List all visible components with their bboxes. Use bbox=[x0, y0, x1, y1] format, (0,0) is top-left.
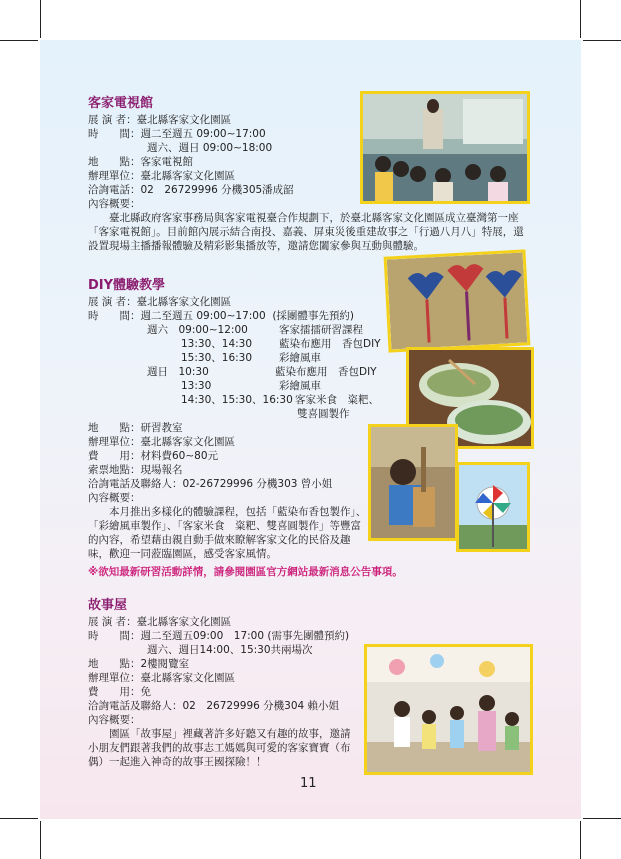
diy-fee: 費 用：材料費60∼80元 bbox=[88, 450, 219, 462]
diy-sched-3a: 15:30、16:30 bbox=[181, 352, 253, 364]
tv-summary-label: 內容概要： bbox=[88, 198, 141, 210]
diy-time: 時 間：週二至週五 09:00∼17:00 (採團體事先預約) bbox=[88, 310, 355, 322]
diy-contact: 洽詢電話及聯絡人：02-26729996 分機303 曾小姐 bbox=[88, 478, 333, 490]
tv-studio-photo bbox=[360, 91, 530, 204]
story-summary-label: 內容概要： bbox=[88, 714, 141, 726]
crop-mark-top-left-v bbox=[40, 0, 41, 38]
diy-note: ※欲知最新研習活動詳情，請參閱園區官方網站最新消息公告事項。 bbox=[88, 566, 403, 578]
diy-sched-4b: 藍染布應用 香包DIY bbox=[275, 366, 377, 378]
story-summary-body: 園區「故事屋」裡藏著許多好聽又有趣的故事，邀請小朋友們跟著我們的故事志工媽媽與可愛的客家寶寶（布偶）一起進入神奇的故事王國探險！！ bbox=[88, 728, 351, 768]
page-number: 11 bbox=[300, 776, 317, 791]
diy-sched-6b: 客家米食 粢粑、 bbox=[295, 394, 379, 406]
pinwheel-photo bbox=[456, 462, 530, 552]
story-fee: 費 用：免 bbox=[88, 686, 151, 698]
tv-location: 地 點：客家電視館 bbox=[88, 156, 193, 168]
story-time-weekend: 週六、週日14:00、15:30共兩場次 bbox=[147, 644, 313, 656]
crop-mark-top-left-h bbox=[0, 40, 38, 41]
crop-mark-bottom-right-v bbox=[580, 821, 581, 859]
tv-phone: 洽詢電話：02 26729996 分機305潘成韶 bbox=[88, 184, 294, 196]
diy-sched-2b: 藍染布應用 香包DIY bbox=[279, 338, 381, 350]
diy-sched-1a: 週六 09:00∼12:00 bbox=[147, 324, 248, 336]
story-location: 地 點：2樓閱覽室 bbox=[88, 658, 190, 670]
diy-sched-6c: 雙喜圓製作 bbox=[297, 408, 350, 420]
diy-location: 地 點：研習教室 bbox=[88, 422, 183, 434]
sachet-photo bbox=[384, 249, 531, 352]
diy-sched-2a: 13:30、14:30 bbox=[181, 338, 253, 350]
section-title-story: 故事屋 bbox=[88, 598, 128, 613]
story-organizer: 辦理單位：臺北縣客家文化園區 bbox=[88, 672, 235, 684]
diy-sched-3b: 彩繪風車 bbox=[279, 352, 321, 364]
diy-ticket: 索票地點：現場報名 bbox=[88, 464, 183, 476]
tv-time-weekend: 週六、週日 09:00∼18:00 bbox=[147, 142, 273, 154]
tv-organizer: 辦理單位：臺北縣客家文化園區 bbox=[88, 170, 235, 182]
story-contact: 洽詢電話及聯絡人：02 26729996 分機304 賴小姐 bbox=[88, 700, 340, 712]
story-performer: 展 演 者：臺北縣客家文化園區 bbox=[88, 616, 232, 628]
section-title-tv: 客家電視館 bbox=[88, 96, 154, 111]
section-title-diy: DIY體驗教學 bbox=[88, 278, 166, 293]
crop-mark-bottom-left-v bbox=[40, 821, 41, 859]
diy-sched-6a: 14:30、15:30、16:30 bbox=[181, 394, 293, 406]
diy-summary-body: 本月推出多樣化的體驗課程，包括「藍染布香包製作」、「彩繪風車製作」、「客家米食 粢粑、雙喜圓製作」等豐富的內容，希望藉由親自動手做來瞭解客家文化的民俗及趣味，歡迎一同蒞臨園區，感受客家風情。 bbox=[88, 506, 367, 560]
crop-mark-top-right-h bbox=[583, 40, 621, 41]
diy-sched-4a: 週日 10:30 bbox=[147, 366, 209, 378]
diy-performer: 展 演 者：臺北縣客家文化園區 bbox=[88, 296, 232, 308]
diy-summary-label: 內容概要： bbox=[88, 492, 141, 504]
crop-mark-bottom-left-h bbox=[0, 818, 38, 819]
tv-time: 時 間：週二至週五 09:00∼17:00 bbox=[88, 128, 266, 140]
diy-sched-5a: 13:30 bbox=[181, 380, 212, 392]
diy-sched-1b: 客家擂擂研習課程 bbox=[279, 324, 363, 336]
child-mortar-photo bbox=[368, 424, 458, 541]
diy-organizer: 辦理單位：臺北縣客家文化園區 bbox=[88, 436, 235, 448]
diy-sched-5b: 彩繪風車 bbox=[279, 380, 321, 392]
tv-summary-body: 臺北縣政府客家事務局與客家電視臺合作規劃下，於臺北縣客家文化園區成立臺灣第一座「客家電視館」。目前館內展示結合南投、嘉義、屏東災後重建故事之「行過八月八」特展，還設置現場主播播報體驗及精彩影集播放等，邀請您闔家參與互動與體驗。 bbox=[88, 212, 524, 252]
story-time: 時 間：週二至週五09:00 17:00 (需事先團體預約) bbox=[88, 630, 350, 642]
crop-mark-bottom-right-h bbox=[583, 818, 621, 819]
tv-performer: 展 演 者：臺北縣客家文化園區 bbox=[88, 114, 232, 126]
story-house-photo bbox=[364, 644, 533, 775]
crop-mark-top-right-v bbox=[580, 0, 581, 38]
